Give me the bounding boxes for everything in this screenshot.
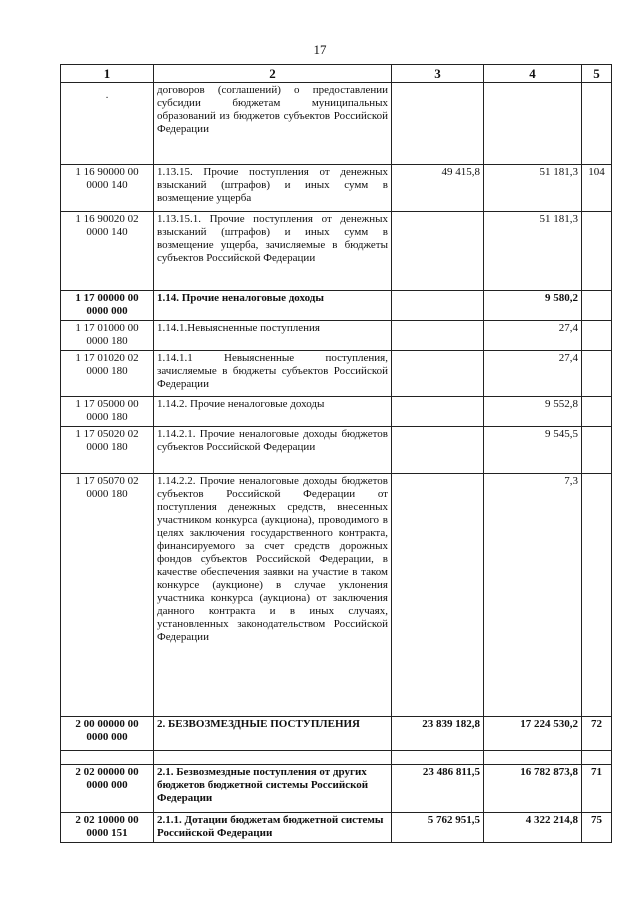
column-header-percent: 5 [582,65,612,83]
table-row [61,351,612,397]
table-row [61,83,612,165]
cell-name: 2. БЕЗВОЗМЕЗДНЫЕ ПОСТУПЛЕНИЯ [154,717,392,751]
cell-plan [392,751,484,765]
cell-percent [582,397,612,427]
cell-percent [582,474,612,717]
cell-fact: 9 580,2 [484,291,582,321]
cell-code: 1 16 90020 02 0000 140 [61,212,154,291]
cell-fact [484,751,582,765]
cell-code: 1 16 90000 00 0000 140 [61,165,154,212]
cell-plan: 49 415,8 [392,165,484,212]
cell-code: 1 17 01000 00 0000 180 [61,321,154,351]
cell-name: 1.13.15. Прочие поступления от денежных взысканий (штрафов) и иных сумм в возмещение ущерба [154,165,392,212]
cell-fact: 7,3 [484,474,582,717]
column-header-plan: 3 [392,65,484,83]
cell-name: 2.1.1. Дотации бюджетам бюджетной системы Российской Федерации [154,813,392,843]
cell-code [61,83,154,165]
page-number: 17 [313,42,327,57]
cell-name: договоров (соглашений) о предоставлении субсидии бюджетам муниципальных образований из бюджетов субъектов Российской Федерации [154,83,392,165]
cell-percent [582,751,612,765]
cell-fact: 27,4 [484,351,582,397]
table-row [61,291,612,321]
cell-plan [392,321,484,351]
table-row [61,165,612,212]
table-row [61,321,612,351]
cell-percent [582,291,612,321]
cell-fact: 27,4 [484,321,582,351]
cell-plan [392,397,484,427]
cell-code: 1 17 05020 02 0000 180 [61,427,154,474]
cell-name [154,751,392,765]
column-header-code: 1 [61,65,154,83]
cell-plan [392,212,484,291]
cell-fact: 17 224 530,2 [484,717,582,751]
cell-code: 2 00 00000 00 0000 000 [61,717,154,751]
table-header-row [61,65,612,83]
cell-code: 1 17 05000 00 0000 180 [61,397,154,427]
cell-plan [392,351,484,397]
table-row [61,813,612,843]
cell-fact: 16 782 873,8 [484,765,582,813]
cell-name: 1.14.1.Невыясненные поступления [154,321,392,351]
cell-code: 1 17 05070 02 0000 180 [61,474,154,717]
column-header-name: 2 [154,65,392,83]
revenue-table [60,64,612,843]
column-header-fact: 4 [484,65,582,83]
cell-name: 1.14.2. Прочие неналоговые доходы [154,397,392,427]
cell-name: 1.14.2.1. Прочие неналоговые доходы бюджетов субъектов Российской Федерации [154,427,392,474]
cell-plan [392,427,484,474]
cell-code: 1 17 00000 00 0000 000 [61,291,154,321]
cell-code: 2 02 00000 00 0000 000 [61,765,154,813]
cell-percent [582,427,612,474]
cell-percent: 72 [582,717,612,751]
table-row [61,397,612,427]
cell-percent [582,212,612,291]
cell-fact: 9 552,8 [484,397,582,427]
cell-name: 1.14. Прочие неналоговые доходы [154,291,392,321]
cell-plan [392,83,484,165]
cell-name: 1.14.1.1 Невыясненные поступления, зачисляемые в бюджеты субъектов Российской Федерации [154,351,392,397]
cell-fact [484,83,582,165]
cell-plan: 23 486 811,5 [392,765,484,813]
cell-percent [582,351,612,397]
cell-fact: 4 322 214,8 [484,813,582,843]
table-row [61,765,612,813]
cell-code: 1 17 01020 02 0000 180 [61,351,154,397]
cell-plan [392,474,484,717]
cell-code: 2 02 10000 00 0000 151 [61,813,154,843]
table-row [61,212,612,291]
cell-percent [582,83,612,165]
table-row [61,751,612,765]
cell-plan: 23 839 182,8 [392,717,484,751]
table-row [61,717,612,751]
cell-percent [582,321,612,351]
cell-percent: 104 [582,165,612,212]
cell-name: 2.1. Безвозмездные поступления от других бюджетов бюджетной системы Российской Федерации [154,765,392,813]
cell-percent: 71 [582,765,612,813]
table-row [61,427,612,474]
cell-fact: 51 181,3 [484,212,582,291]
cell-code [61,751,154,765]
cell-fact: 9 545,5 [484,427,582,474]
cell-percent: 75 [582,813,612,843]
cell-fact: 51 181,3 [484,165,582,212]
table-row [61,474,612,717]
cell-name: 1.14.2.2. Прочие неналоговые доходы бюджетов субъектов Российской Федерации от поступления денежных средств, внесенных участником конкурса (аукциона), проводимого в целях заключения государственного контракта, финансируемого за счет средств дорожных фондов субъектов Российской Федерации, в качестве обеспечения заявки на участие в таком конкурсе (аукционе) в случае уклонения участника конкурса (аукциона) от заключения данного контракта и в иных случаях, установленных законодательством Российской Федерации [154,474,392,717]
cell-name: 1.13.15.1. Прочие поступления от денежных взысканий (штрафов) и иных сумм в возмещение ущерба, зачисляемые в бюджеты субъектов Российской Федерации [154,212,392,291]
scan-dot-mark: · [105,93,109,104]
cell-plan: 5 762 951,5 [392,813,484,843]
cell-plan [392,291,484,321]
